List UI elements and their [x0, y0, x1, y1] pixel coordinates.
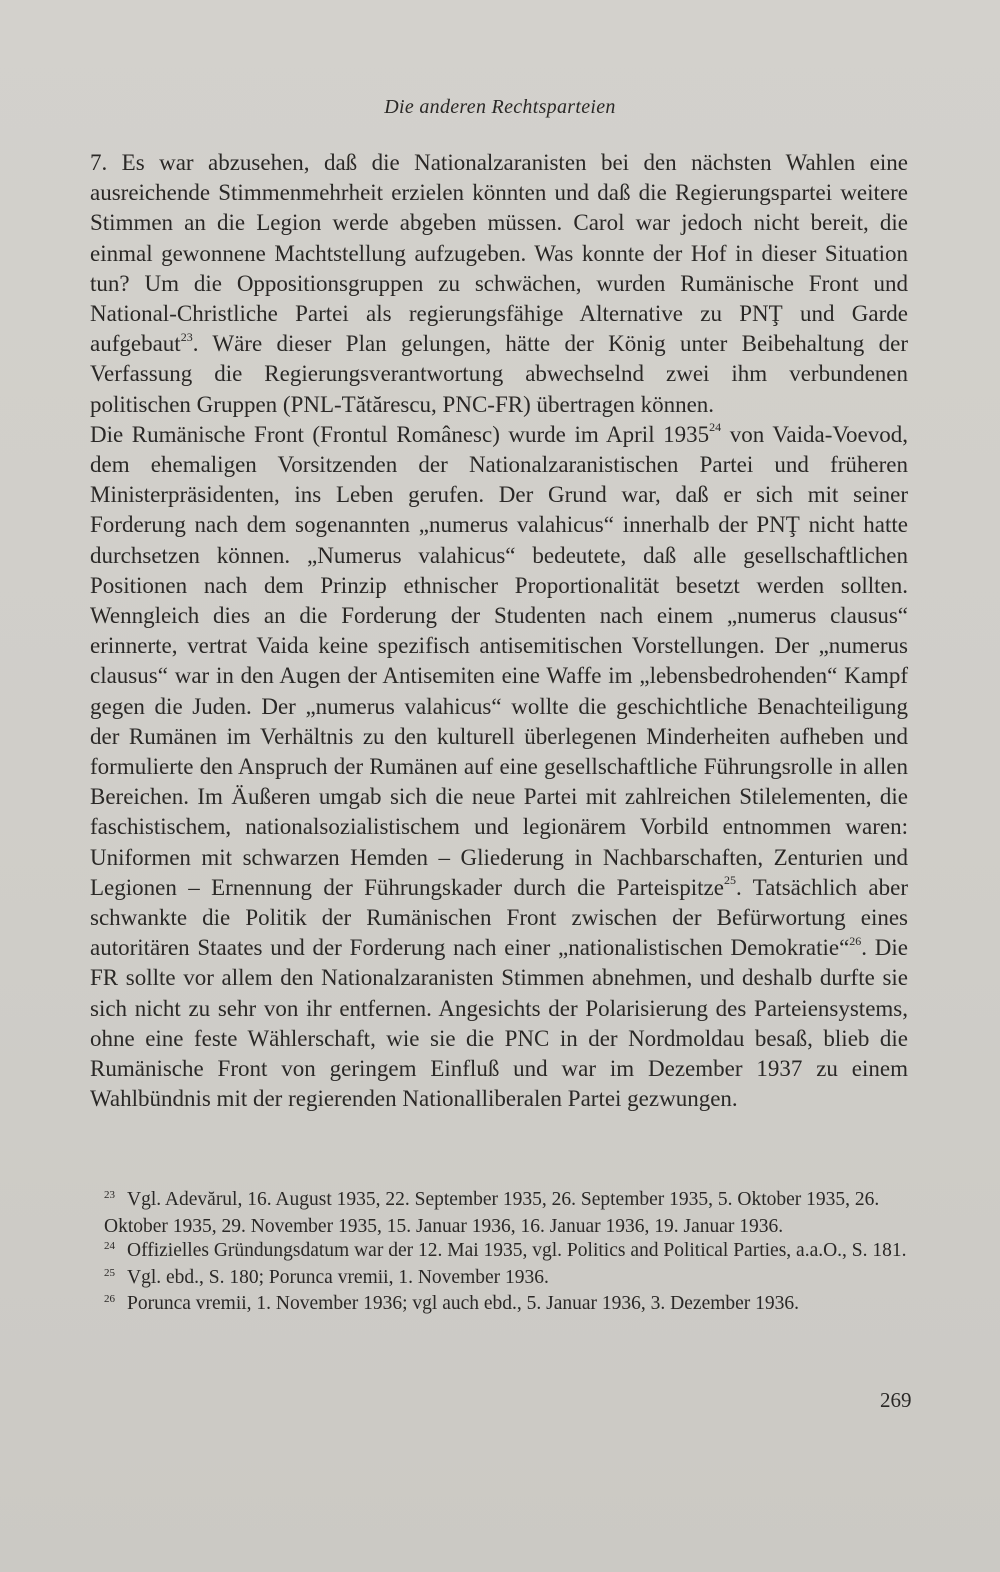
paragraph-text: 7. Es war abzusehen, daß die Nationalzaranisten bei den nächsten Wahlen eine ausreichende Stimmenmehrheit erzielen könnten und daß die Regierungspartei weitere Stimmen an die Legion werde abgeben müssen. Carol war jedoch nicht bereit, die einmal gewonnene Machtstellung aufzugeben. Was konnte der Hof in dieser Situation tun? Um die Oppositionsgruppen zu schwächen, wurden Rumänische Front und National-Christliche Partei als regierungsfähige Alternative zu PNŢ und Garde aufgebaut	[90, 150, 908, 357]
paragraph-2	[90, 420, 908, 1115]
footnote-text: Porunca vremii, 1. November 1936; vgl auch ebd., 5. Januar 1936, 3. Dezember 1936.	[127, 1293, 800, 1314]
footnote-text: Offizielles Gründungsdatum war der 12. Mai 1935, vgl. Politics and Political Parties, a.a.O., S. 181.	[127, 1240, 907, 1261]
paragraph-text: . Die FR sollte vor allem den Nationalzaranisten Stimmen abnehmen, und deshalb durfte sie sich nicht zu sehr von ihr entfernen. Angesichts der Polarisierung des Parteiensystems, ohne eine feste Wählerschaft, wie sie die PNC in der Nordmoldau besaß, blieb die Rumänische Front von geringem Einfluß und war im Dezember 1937 zu einem Wahlbündnis mit der regierenden Nationalliberalen Partei gezwungen.	[90, 935, 908, 1112]
footnote-ref: 24	[709, 420, 722, 435]
footnote-number: 23	[104, 1189, 115, 1201]
footnote-number: 25	[104, 1266, 115, 1279]
footnote-ref: 25	[723, 873, 736, 888]
paragraph-1	[90, 148, 908, 420]
footnote-text: Vgl. ebd., S. 180; Porunca vremii, 1. November 1936.	[127, 1266, 549, 1288]
footnote-ref: 23	[180, 329, 193, 344]
footnotes	[104, 1188, 916, 1319]
paragraph-text: . Wäre dieser Plan gelungen, hätte der König unter Beibehaltung der Verfassung die Regierungsverantwortung abwechselnd zwei ihm verbundenen politischen Gruppen (PNL-Tătărescu, PNC-FR) übertragen können.	[90, 331, 908, 417]
footnote-number: 26	[104, 1293, 115, 1305]
footnote-text: Vgl. Adevărul, 16. August 1935, 22. September 1935, 26. September 1935, 5. Oktober 1935, 26. Oktober 1935, 29. November 1935, 15. Januar 1936, 16. Januar 1936, 19. Januar 1936.	[104, 1189, 880, 1237]
footnote-number: 24	[104, 1240, 115, 1252]
running-head: Die anderen Rechtsparteien	[384, 96, 616, 118]
footnote-25	[104, 1266, 916, 1293]
footnote-26	[104, 1292, 916, 1319]
paragraph-text: . Tatsächlich aber schwankte die Politik der Rumänischen Front zwischen der Befürwortung eines autoritären Staates und der Forderung nach einer „nationalistischen Demokratie“	[90, 874, 908, 961]
paragraph-text: von Vaida-Voevod, dem ehemaligen Vorsitzenden der Nationalzaranistischen Partei und früheren Ministerpräsidenten, ins Leben gerufen. Der Grund war, daß er sich mit seiner Forderung nach dem sogenannten „numerus valahicus“ innerhalb der PNŢ nicht hatte durchsetzen können. „Numerus valahicus“ bedeutete, daß alle gesellschaftlichen Positionen nach dem Prinzip ethnischer Proportionalität besetzt werden sollten. Wenngleich dies an die Forderung der Studenten nach einem „numerus clausus“ erinnerte, vertrat Vaida keine spezifisch antisemitischen Vorstellungen. Der „numerus clausus“ war in den Augen der Antisemiten eine Waffe im „lebensbedrohenden“ Kampf gegen die Juden. Der „numerus valahicus“ wollte die geschichtliche Benachteiligung der Rumänen im Verhältnis zu den kulturell überlegenen Minderheiten aufheben und formulierte den Anspruch der Rumänen auf eine gesellschaftliche Führungsrolle in allen Bereichen. Im Äußeren umgab sich die neue Partei mit zahlreichen Stilelementen, die faschistischem, nationalsozialistischem und legionärem Vorbild entnommen waren: Uniformen mit schwarzen Hemden – Gliederung in Nachbarschaften, Zenturien und Legionen – Ernennung der Führungskader durch die Parteispitze	[90, 421, 908, 900]
page-number: 269	[880, 1388, 912, 1412]
body-text	[90, 148, 908, 1115]
footnote-ref: 26	[849, 933, 862, 948]
footnote-24	[104, 1239, 916, 1266]
paragraph-text: Die Rumänische Front (Frontul Românesc) wurde im April 1935	[90, 421, 710, 447]
footnote-23	[104, 1188, 916, 1239]
